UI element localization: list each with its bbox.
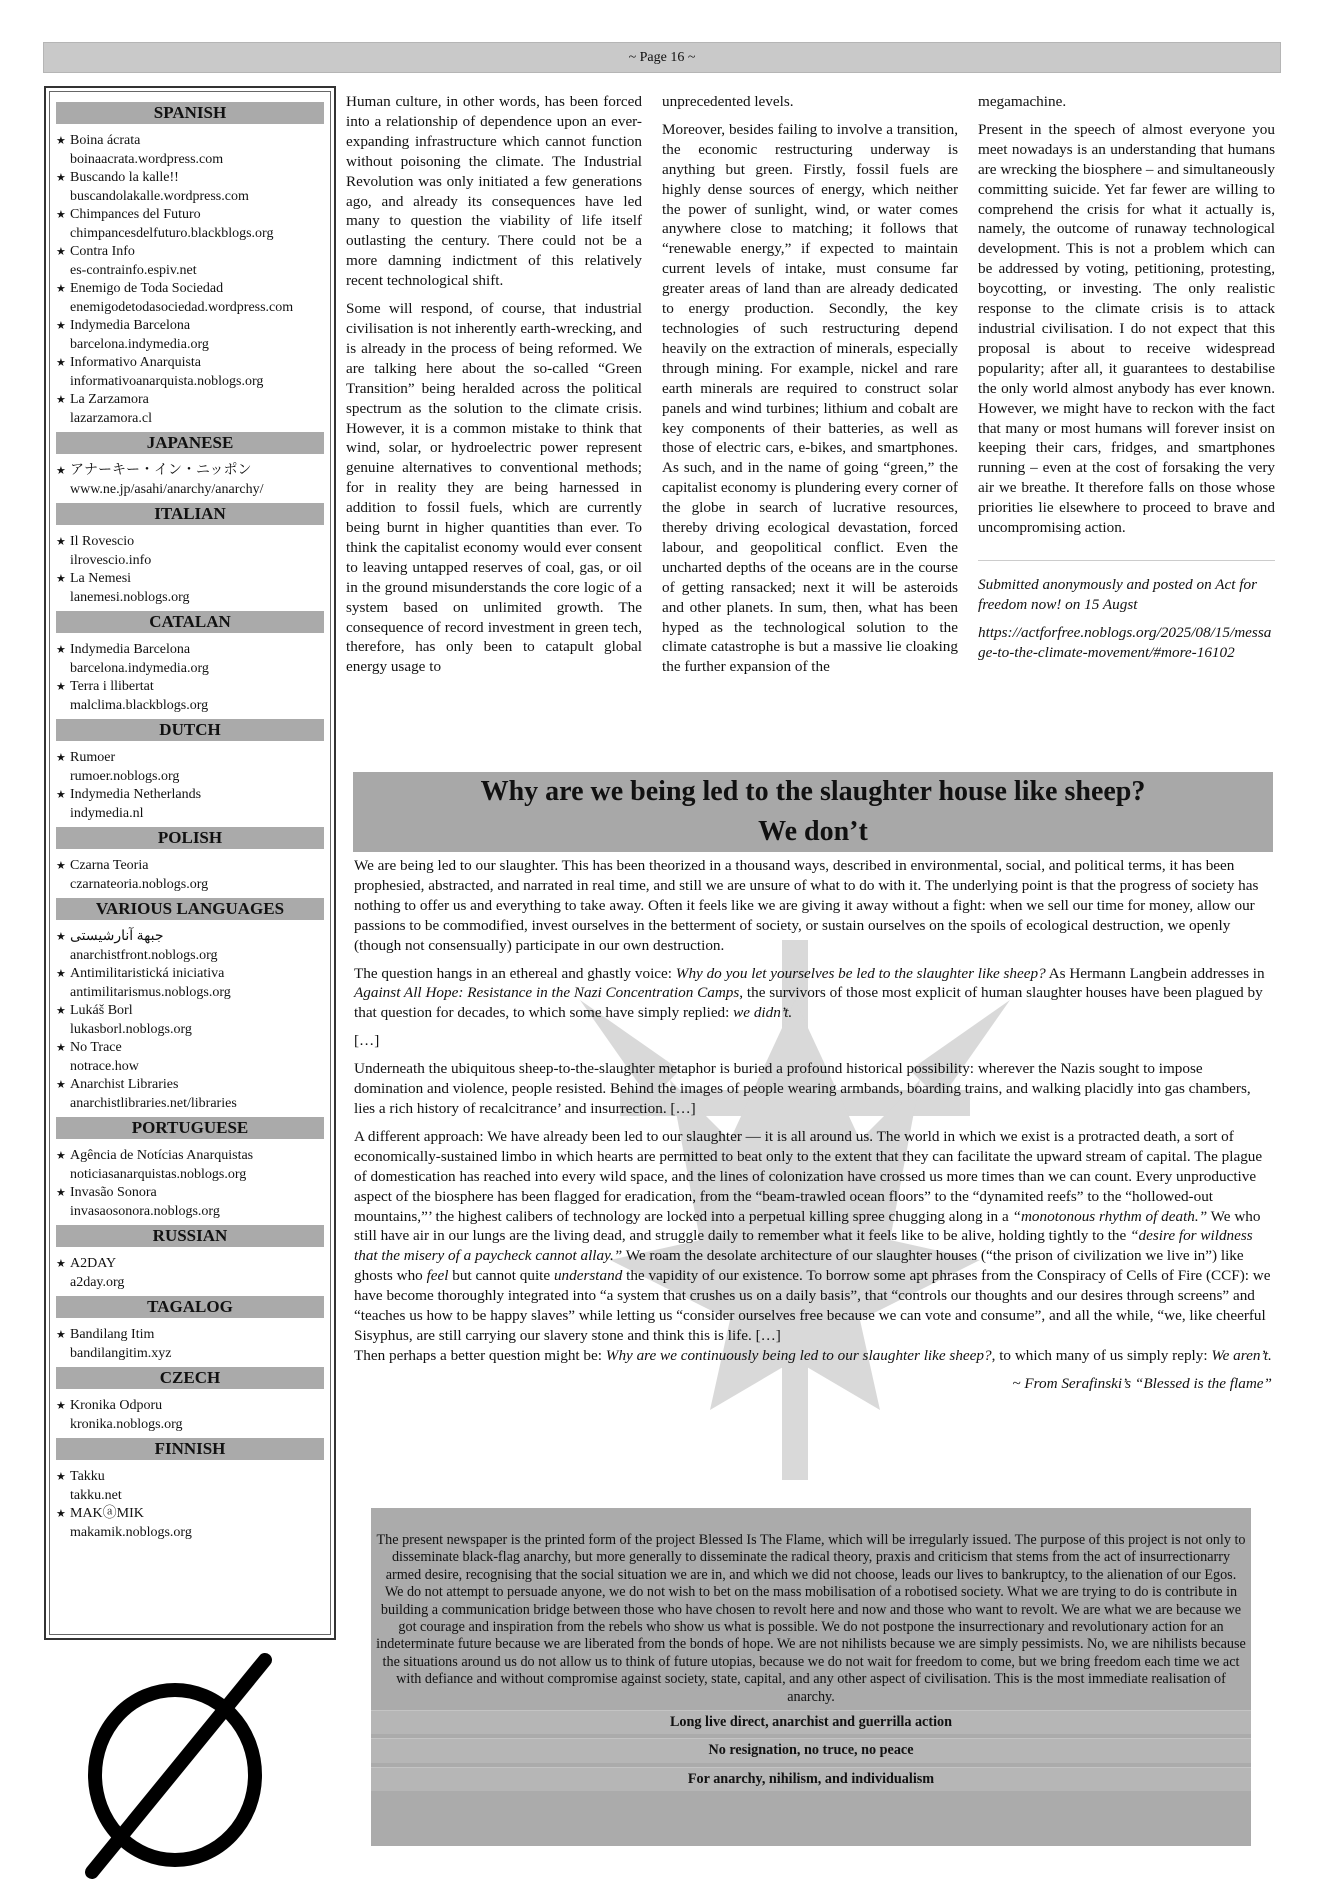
article1-paragraph: megamachine. <box>978 93 1067 110</box>
link-url[interactable]: indymedia.nl <box>70 805 144 821</box>
link-url[interactable]: makamik.noblogs.org <box>70 1524 192 1540</box>
link-item[interactable] <box>56 1468 324 1505</box>
link-url[interactable]: takku.net <box>70 1487 122 1503</box>
language-heading: POLISH <box>56 827 324 849</box>
language-heading: CATALAN <box>56 611 324 633</box>
star-icon: ★ <box>56 1400 66 1412</box>
link-item[interactable] <box>56 1397 324 1434</box>
link-name: Il Rovescio <box>70 534 135 549</box>
link-item[interactable] <box>56 857 324 894</box>
article2-paragraph <box>354 1127 1272 1346</box>
link-item[interactable] <box>56 169 324 206</box>
link-name: Lukáš Borl <box>70 1003 133 1018</box>
link-item[interactable] <box>56 570 324 607</box>
link-directory-inner <box>49 91 331 1635</box>
article2-title-line2: We don’t <box>758 816 868 847</box>
text-span: As Hermann Langbein addresses in <box>1045 964 1265 982</box>
link-name: Informativo Anarquista <box>70 355 202 370</box>
link-name: Czarna Teoria <box>70 858 149 873</box>
link-url[interactable]: chimpancesdelfuturo.blackblogs.org <box>70 225 274 241</box>
italic-quote: we didn’t. <box>733 1004 793 1022</box>
link-url[interactable]: noticiasanarquistas.noblogs.org <box>70 1166 247 1182</box>
link-name: Antimilitaristická iniciativa <box>70 966 225 981</box>
text-span: the vapidity of our existence. To borrow some apt phrases from the Conspiracy of Cells of Fire (CCF): we have become thoroughly integrated into “a system that crushes us on a daily basis”, that “controls our thoughts and our desires through screens” and “teaches us how to be happy slaves” while letting us “consider ourselves free because we can vote and consume”, and all the while, “we, like cheerful Sisyphus, are still carrying our slavery stone and think this is life. […] <box>354 1267 1271 1344</box>
italic-word: feel <box>426 1267 449 1285</box>
text-span: , to which many of us simply reply: <box>991 1346 1212 1364</box>
link-url[interactable]: czarnateoria.noblogs.org <box>70 876 209 892</box>
language-section <box>56 1225 324 1296</box>
language-heading: TAGALOG <box>56 1296 324 1318</box>
link-directory-sidebar <box>44 86 336 1640</box>
link-name: Rumoer <box>70 750 116 765</box>
link-url[interactable]: es-contrainfo.espiv.net <box>70 262 197 278</box>
link-item[interactable] <box>56 749 324 786</box>
italic-word: understand <box>553 1267 623 1285</box>
project-statement-box <box>371 1508 1251 1846</box>
text-span: A different approach: We have already been led to our slaughter — it is all around us. The world in which we exist is a protracted death, a sort of economically-sustained limbo in which hearts are permitted to beat only to the extent that they can facilitate the upward stream of capital. The plague of domestication has reached into every wild space, and the lines of colonization have crossed us more times than we can count. Every unproductive aspect of the biosphere has been flagged for eradication, from the “beam-trawled ocean floors” to the “dynamited reefs” to the “hollowed-out mountains,”’ the highest calibers of technology are locked into a perpetual killing spree chugging along in a <box>354 1127 1263 1225</box>
star-icon: ★ <box>56 931 66 943</box>
link-item[interactable] <box>56 280 324 317</box>
language-section <box>56 1296 324 1367</box>
link-url[interactable]: anarchistfront.noblogs.org <box>70 947 218 963</box>
article2-title <box>353 772 1273 852</box>
language-heading: PORTUGUESE <box>56 1117 324 1139</box>
article2-paragraph <box>354 964 1272 1024</box>
star-icon: ★ <box>56 1079 66 1091</box>
italic-quote: Why do you let yourselves be led to the slaughter like sheep? <box>675 964 1046 982</box>
star-icon: ★ <box>56 357 66 369</box>
link-name: Indymedia Barcelona <box>70 642 191 657</box>
link-item[interactable] <box>56 462 324 499</box>
link-url[interactable]: kronika.noblogs.org <box>70 1416 183 1432</box>
link-name: Indymedia Barcelona <box>70 318 191 333</box>
submission-note: Submitted anonymously and posted on Act for freedom now! on 15 Augst <box>978 575 1257 613</box>
star-icon: ★ <box>56 394 66 406</box>
link-url[interactable]: boinaacrata.wordpress.com <box>70 151 224 167</box>
link-name: MAKⓐMIK <box>70 1506 144 1521</box>
link-item[interactable] <box>56 1255 324 1292</box>
article1-column-1 <box>346 92 642 685</box>
text-span: We who still have air in our lungs are the living dead, and struggle daily to remember what it feels like to be alive, holding tightly to the <box>354 1207 1261 1245</box>
article2-title-line1: Why are we being led to the slaughter house like sheep? <box>480 776 1146 807</box>
italic-quote: We aren’t. <box>1211 1346 1272 1364</box>
language-section <box>56 1438 324 1546</box>
star-icon: ★ <box>56 968 66 980</box>
star-icon: ★ <box>56 1471 66 1483</box>
link-name: La Nemesi <box>70 571 132 586</box>
star-icon: ★ <box>56 172 66 184</box>
star-icon: ★ <box>56 1005 66 1017</box>
link-url[interactable]: www.ne.jp/asahi/anarchy/anarchy/ <box>70 481 264 497</box>
link-url[interactable]: a2day.org <box>70 1274 125 1290</box>
link-url[interactable]: antimilitarismus.noblogs.org <box>70 984 231 1000</box>
language-section <box>56 719 324 827</box>
link-url[interactable]: invasaosonora.noblogs.org <box>70 1203 220 1219</box>
link-name: Boina ácrata <box>70 133 141 148</box>
link-name: Chimpances del Futuro <box>70 207 201 222</box>
link-name: Anarchist Libraries <box>70 1077 179 1092</box>
link-name: Terra i llibertat <box>70 679 154 694</box>
link-name: アナーキー・イン・ニッポン <box>70 463 252 478</box>
motto-line: No resignation, no truce, no peace <box>371 1738 1251 1762</box>
article1-column-3 <box>978 92 1275 671</box>
article1-paragraph: Present in the speech of almost everyone you meet nowadays is an understanding that humans are wrecking the biosphere – and simultaneously committing suicide. Yet far fewer are willing to comprehend the crisis for what it actually is, namely, the outcome of runaway technological development. This is not a problem which can be addressed by voting, petitioning, protesting, boycotting, or investing. The only realistic response to the climate crisis is to attack industrial civilisation. I do not expect that this proposal is about to receive widespread popularity; after all, it guarantees to destabilise the only world almost anybody has ever known. However, we might have to reckon with the fact that many or most humans will forever insist on keeping their cars, fridges, and smartphones running – even at the cost of forsaking the very air we breathe. It therefore falls on those whose priorities lie elsewhere to proceed to brave and uncompromising action. <box>978 120 1275 537</box>
language-heading: DUTCH <box>56 719 324 741</box>
link-item[interactable] <box>56 965 324 1002</box>
star-icon: ★ <box>56 209 66 221</box>
link-name: A2DAY <box>70 1256 117 1271</box>
star-icon: ★ <box>56 246 66 258</box>
link-url[interactable]: barcelona.indymedia.org <box>70 660 209 676</box>
link-item[interactable] <box>56 1039 324 1076</box>
language-section <box>56 611 324 719</box>
link-item[interactable] <box>56 391 324 428</box>
motto-line: For anarchy, nihilism, and individualism <box>371 1767 1251 1791</box>
statement-paragraph: The present newspaper is the printed form of the project Blessed Is The Flame, which will be irregularly issued. The purpose of this project is not only to disseminate black-flag anarchy, but more generally to disseminate the radical theory, praxis and criticism that stems from the act of insurrectionarry armed desire, recognising that the social situation we are in, and which we did not choose, leads our lives to bankruptcy, to the alienation of our Egos. <box>376 1532 1246 1583</box>
link-name: Invasão Sonora <box>70 1185 157 1200</box>
article1-paragraph: Human culture, in other words, has been forced into a relationship of dependence upon an ever-expanding infrastructure which cannot function without poisoning the climate. The Industrial Revolution was only initiated a few generations ago, and already its consequences have led many to question the viability of life itself outlasting the century. There could not be a more damning indictment of this relatively recent technological shift. <box>346 93 642 290</box>
link-name: Agência de Notícias Anarquistas <box>70 1148 254 1163</box>
language-section <box>56 827 324 898</box>
language-heading: SPANISH <box>56 102 324 124</box>
link-item[interactable] <box>56 928 324 965</box>
star-icon: ★ <box>56 860 66 872</box>
link-item[interactable] <box>56 1002 324 1039</box>
article2-paragraph: Underneath the ubiquitous sheep-to-the-slaughter metaphor is buried a profound historical possibility: wherever the Nazis sought to impose domination and violence, people resisted. Behind the images of people wearing armbands, boarding trains, and walking placidly into gas chambers, lies a rich history of recalcitrance’ and insurrection. […] <box>354 1060 1251 1117</box>
link-item[interactable] <box>56 1505 324 1542</box>
link-name: Bandilang Itim <box>70 1327 155 1342</box>
link-url[interactable]: barcelona.indymedia.org <box>70 336 209 352</box>
language-section <box>56 432 324 503</box>
link-url[interactable]: enemigodetodasociedad.wordpress.com <box>70 299 294 315</box>
article2-body <box>354 856 1272 1402</box>
text-span: but cannot quite <box>448 1267 554 1285</box>
star-icon: ★ <box>56 644 66 656</box>
article2-paragraph: […] <box>354 1032 380 1050</box>
link-name: Enemigo de Toda Sociedad <box>70 281 224 296</box>
link-item[interactable] <box>56 132 324 169</box>
star-icon: ★ <box>56 752 66 764</box>
link-url[interactable]: malclima.blackblogs.org <box>70 697 209 713</box>
star-icon: ★ <box>56 681 66 693</box>
star-icon: ★ <box>56 1150 66 1162</box>
link-item[interactable] <box>56 533 324 570</box>
star-icon: ★ <box>56 1042 66 1054</box>
star-icon: ★ <box>56 573 66 585</box>
language-heading: FINNISH <box>56 1438 324 1460</box>
text-span: We roam the desolate architecture of our slaughter houses (“the prison of civilization we live in”) like ghosts who <box>354 1247 1244 1285</box>
link-item[interactable] <box>56 1147 324 1184</box>
link-item[interactable] <box>56 1326 324 1363</box>
link-item[interactable] <box>56 786 324 823</box>
link-name: Kronika Odporu <box>70 1398 163 1413</box>
article1-column-2 <box>662 92 958 685</box>
text-span: , the survivors of those most explicit of human slaughter houses have been plagued by that question for decades, to which some have simply replied: <box>354 984 1263 1022</box>
star-icon: ★ <box>56 1329 66 1341</box>
page-header: ~ Page 16 ~ <box>43 42 1281 73</box>
link-name: Buscando la kalle!! <box>70 170 179 185</box>
link-url[interactable]: buscandolakalle.wordpress.com <box>70 188 249 204</box>
language-heading: CZECH <box>56 1367 324 1389</box>
link-item[interactable] <box>56 1076 324 1113</box>
star-icon: ★ <box>56 465 66 477</box>
article1-paragraph: Some will respond, of course, that industrial civilisation is not inherently earth-wrecking, and is already in the process of being reformed. We are talking here about the so-called “Green Transition” being heralded across the political spectrum as the solution to the climate crisis. However, it is a common mistake to think that wind, solar, or hydroelectric power represent genuine alternatives to conventional methods; for in reality they are being harnessed in addition to fossil fuels, which are currently being burnt in higher quantities than ever. To think the capitalist economy would ever consent to leaving untapped reserves of coal, gas, or oil in the ground misunderstands the core logic of a system based on unlimited growth. The consequence of record investment in green tech, therefore, has only been to catapult global energy usage to <box>346 300 642 676</box>
italic-quote: “monotonous rhythm of death.” <box>1012 1207 1208 1225</box>
star-icon: ★ <box>56 135 66 147</box>
link-url[interactable]: lazarzamora.cl <box>70 410 152 426</box>
star-icon: ★ <box>56 320 66 332</box>
link-url[interactable]: informativoanarquista.noblogs.org <box>70 373 264 389</box>
article2-paragraph: We are being led to our slaughter. This has been theorized in a thousand ways, described in environmental, social, and political terms, it has been prophesied, abstracted, and narrated in real time, and still we are unsure of what to do with it. The underlying point is that the progress of society has nothing to offer us and everything to take away. Often it feels like we are giving it away without a fight: when we sell our time for money, allow our passions to be commodified, invest ourselves in the betterment of society, or sustain ourselves on the spoils of ecological destruction, we openly (though not consensually) participate in our own destruction. <box>354 857 1259 954</box>
link-item[interactable] <box>56 243 324 280</box>
anarchy-symbol-icon <box>80 1650 280 1880</box>
motto-line: Long live direct, anarchist and guerrilla action <box>371 1710 1251 1734</box>
language-section <box>56 102 324 432</box>
article1-paragraph: Moreover, besides failing to involve a transition, the economic restructuring underway is anything but green. Firstly, fossil fuels are highly dense sources of energy, which neither the power of sunlight, wind, or water comes anywhere close to matching; it follows that “renewable energy,” if expected to maintain current levels of intake, must consume far greater areas of land than are already dedicated to energy production. Secondly, the key technologies of such restructuring depend heavily on the extraction of minerals, especially through mining. For example, nickel and rare earth minerals are required to construct solar panels and wind turbines; lithium and cobalt are key components of their batteries, as well as those of electric cars, e-bikes, and smartphones. As such, and in the name of going “green,” the capitalist economy is plundering every corner of the globe in search of lucrative resources, thereby driving ecological devastation, forced labour, and geopolitical conflict. Even the uncharted depths of the oceans are in the course of getting ransacked; next it will be asteroids and other planets. In sum, then, what has been hyped as the technological solution to the climate catastrophe is but a massive lie cloaking the further expansion of the <box>662 120 958 676</box>
link-url[interactable]: bandilangitim.xyz <box>70 1345 172 1361</box>
link-url[interactable]: lanemesi.noblogs.org <box>70 589 190 605</box>
language-section <box>56 898 324 1117</box>
language-heading: ITALIAN <box>56 503 324 525</box>
star-icon: ★ <box>56 536 66 548</box>
language-section <box>56 1117 324 1225</box>
link-url[interactable]: rumoer.noblogs.org <box>70 768 180 784</box>
text-span: The question hangs in an ethereal and ghastly voice: <box>354 964 676 982</box>
language-heading: JAPANESE <box>56 432 324 454</box>
link-url[interactable]: anarchistlibraries.net/libraries <box>70 1095 237 1111</box>
link-url[interactable]: ilrovescio.info <box>70 552 152 568</box>
italic-quote: “desire for wildness that the misery of a paycheck cannot allay.” <box>354 1227 1253 1265</box>
language-section <box>56 503 324 611</box>
star-icon: ★ <box>56 1508 66 1520</box>
link-item[interactable] <box>56 1184 324 1221</box>
link-item[interactable] <box>56 206 324 243</box>
article2-signoff: ~ From Serafinski’s “Blessed is the flame” <box>1012 1374 1272 1392</box>
link-name: No Trace <box>70 1040 122 1055</box>
divider <box>978 560 1275 561</box>
article2-paragraph <box>354 1346 1272 1366</box>
link-url[interactable]: notrace.how <box>70 1058 139 1074</box>
link-url[interactable]: lukasborl.noblogs.org <box>70 1021 192 1037</box>
source-link[interactable]: https://actforfree.noblogs.org/2025/08/15/message-to-the-climate-movement/#more-16102 <box>978 623 1272 661</box>
link-name: Contra Info <box>70 244 135 259</box>
section-gap <box>56 1542 324 1546</box>
star-icon: ★ <box>56 1187 66 1199</box>
article1-paragraph: unprecedented levels. <box>662 93 794 110</box>
statement-paragraph: We do not attempt to persuade anyone, we do not wish to bet on the mass mobilisation of a robotised society. What we are trying to do is contribute in building a communication bridge between those who have chosen to revolt here and now and those who want to revolt. We are what we are because we got courage and inspiration from the rebels who show us what is possible. We do not postpone the insurrectionary and revolutionary action for an indeterminate future because we are liberated from the bonds of hope. We are not nihilists because we are simply pessimists. No, we are nihilists because the situations around us do not allow us to think of future utopias, because we do not wait for freedom to come, but we bring freedom each time we act with defiance and without compromise against society, state, capital, and any other aspect of civilisation. This is the most immediate realisation of anarchy. <box>376 1584 1246 1705</box>
star-icon: ★ <box>56 789 66 801</box>
book-title: Against All Hope: Resistance in the Nazi Concentration Camps <box>354 984 740 1002</box>
star-icon: ★ <box>56 283 66 295</box>
link-item[interactable] <box>56 678 324 715</box>
language-heading: VARIOUS LANGUAGES <box>56 898 324 920</box>
link-item[interactable] <box>56 317 324 354</box>
text-span: Then perhaps a better question might be: <box>354 1346 606 1364</box>
link-name: La Zarzamora <box>70 392 149 407</box>
italic-quote: Why are we continuously being led to our slaughter like sheep? <box>605 1346 992 1364</box>
link-name: Indymedia Netherlands <box>70 787 202 802</box>
link-item[interactable] <box>56 641 324 678</box>
star-icon: ★ <box>56 1258 66 1270</box>
link-name: Takku <box>70 1469 105 1484</box>
link-item[interactable] <box>56 354 324 391</box>
language-heading: RUSSIAN <box>56 1225 324 1247</box>
language-section <box>56 1367 324 1438</box>
link-name: جبهة آنارشیستی <box>70 929 164 944</box>
